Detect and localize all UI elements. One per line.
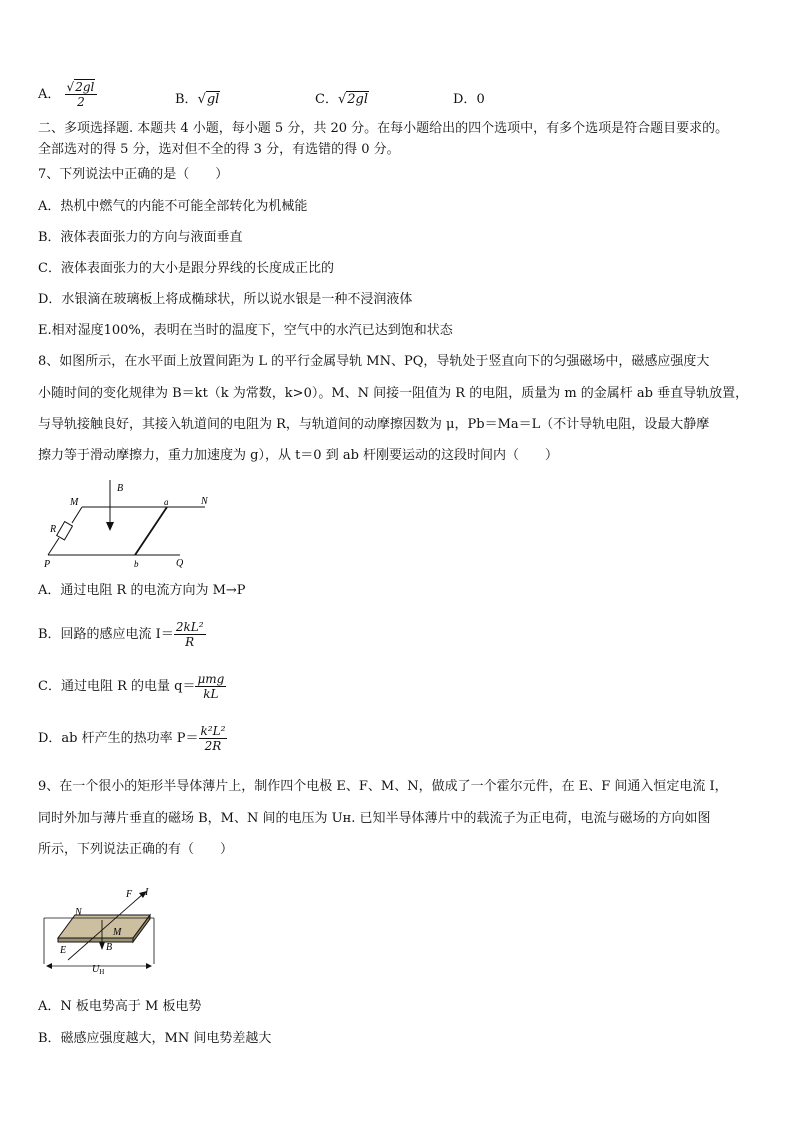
option-b-prefix: B．回路的感应电流 I＝ — [38, 627, 174, 642]
field-arrowhead — [106, 522, 114, 531]
q8-stem-line-1: 8、如图所示，在水平面上放置间距为 L 的平行金属导轨 MN、PQ，导轨处于竖直向下的匀强磁场中，磁感应强度大 — [38, 354, 710, 369]
option-d-numerator: k²L² — [200, 724, 226, 738]
q9-option-a: A．N 板电势高于 M 板电势 — [38, 999, 202, 1014]
section-header-line-1: 二、多项选择题. 本题共 4 小题，每小题 5 分，共 20 分。在每小题给出的四个选项中，有多个选项是符合题目要求的。 — [38, 121, 729, 136]
label-r: R — [50, 524, 57, 535]
q8-rail-diagram — [40, 478, 230, 570]
q8-stem-line-3: 与导轨接触良好，其接入轨道间的电阻为 R，与轨道间的动摩擦因数为 μ，Pb＝Ma＝L（不计导轨电阻，设最大静摩 — [38, 417, 710, 432]
label-q: Q — [176, 558, 184, 569]
q9-stem-line-3: 所示，下列说法正确的有（ ） — [38, 842, 234, 857]
q7-option-d: D．水银滴在玻璃板上将成椭球状，所以说水银是一种不浸润液体 — [38, 292, 413, 307]
plate-front — [58, 938, 133, 942]
q7-option-c: C．液体表面张力的大小是跟分界线的长度成正比的 — [38, 261, 334, 276]
label-n: N — [75, 907, 82, 918]
option-label: A． — [38, 87, 61, 102]
label-u-main: U — [92, 964, 100, 975]
option-a-fraction: $\frac{√2gl}{2}$ — [65, 80, 98, 109]
voltage-arrow-right — [146, 963, 152, 969]
option-c-radicand: 2gl — [347, 92, 369, 107]
q6-option-a — [38, 80, 97, 109]
label-u-sub: H — [99, 968, 105, 975]
option-label: D． — [453, 92, 477, 107]
q8-option-a: A．通过电阻 R 的电流方向为 M→P — [38, 583, 246, 598]
option-c-prefix: C．通过电阻 R 的电量 q＝ — [38, 679, 196, 694]
voltage-arrow-left — [46, 963, 52, 969]
label-i: I — [145, 887, 149, 898]
label-m: M — [113, 927, 122, 938]
q8-option-b — [38, 620, 206, 649]
label-b: B — [117, 483, 124, 494]
q6-option-c: C．√2gl — [315, 92, 369, 107]
option-d-prefix: D．ab 杆产生的热功率 P＝ — [38, 731, 199, 746]
q7-option-a: A．热机中燃气的内能不可能全部转化为机械能 — [38, 199, 308, 214]
wire-upper — [72, 507, 82, 523]
field-arrowhead-b — [99, 942, 105, 950]
label-b: B — [106, 942, 113, 953]
option-a-radicand: 2gl — [75, 80, 95, 94]
q9-option-b: B．磁感应强度越大，MN 间电势差越大 — [38, 1031, 272, 1046]
q8-option-d — [38, 724, 227, 753]
q9-stem-line-1: 9、在一个很小的矩形半导体薄片上，制作四个电极 E、F、M、N，做成了一个霍尔元件，在 E、F 间通入恒定电流 I， — [38, 779, 728, 794]
q8-stem-line-2: 小随时间的变化规律为 B＝kt（k 为常数，k>0）。M、N 间接一阻值为 R 的电阻，质量为 m 的金属杆 ab 垂直导轨放置， — [38, 386, 749, 401]
resistor-r — [57, 522, 73, 540]
option-c-denominator: kL — [203, 687, 219, 701]
label-e: E — [60, 945, 67, 956]
label-a: a — [164, 497, 169, 507]
label-m: M — [70, 497, 79, 508]
q8-stem-line-4: 擦力等于滑动摩擦力，重力加速度为 g），从 t＝0 到 ab 杆刚要运动的这段时间内（ ） — [38, 448, 559, 463]
q9-hall-element-diagram — [38, 880, 163, 975]
q9-stem-line-2: 同时外加与薄片垂直的磁场 B，M、N 间的电压为 Uʜ. 已知半导体薄片中的载流子为正电荷，电流与磁场的方向如图 — [38, 811, 711, 826]
q6-option-d — [453, 88, 485, 107]
label-n: N — [201, 496, 208, 507]
option-b-radicand: gl — [206, 92, 220, 107]
option-d-denominator: 2R — [204, 739, 222, 753]
label-b-lower: b — [134, 559, 139, 569]
section-header-line-2: 全部选对的得 5 分，选对但不全的得 3 分，有选错的得 0 分。 — [38, 142, 400, 157]
option-label: B． — [175, 92, 198, 107]
q7-option-b: B．液体表面张力的方向与液面垂直 — [38, 230, 243, 245]
q8-option-c — [38, 672, 226, 701]
option-c-numerator: μmg — [197, 672, 225, 686]
q7-stem: 7、下列说法中正确的是（ ） — [38, 167, 229, 182]
option-d-value: 0 — [476, 92, 485, 107]
option-a-denominator: 2 — [77, 95, 85, 109]
wire-lower — [48, 538, 59, 555]
q6-option-b: B．√gl — [175, 92, 220, 107]
option-label: C． — [315, 92, 338, 107]
option-b-denominator: R — [185, 635, 195, 649]
label-p: P — [44, 559, 51, 570]
label-f: F — [126, 889, 133, 900]
rod-ab — [135, 507, 167, 555]
q7-option-e: E.相对湿度100%，表明在当时的温度下，空气中的水汽已达到饱和状态 — [38, 323, 453, 338]
option-b-numerator: 2kL² — [175, 620, 204, 634]
